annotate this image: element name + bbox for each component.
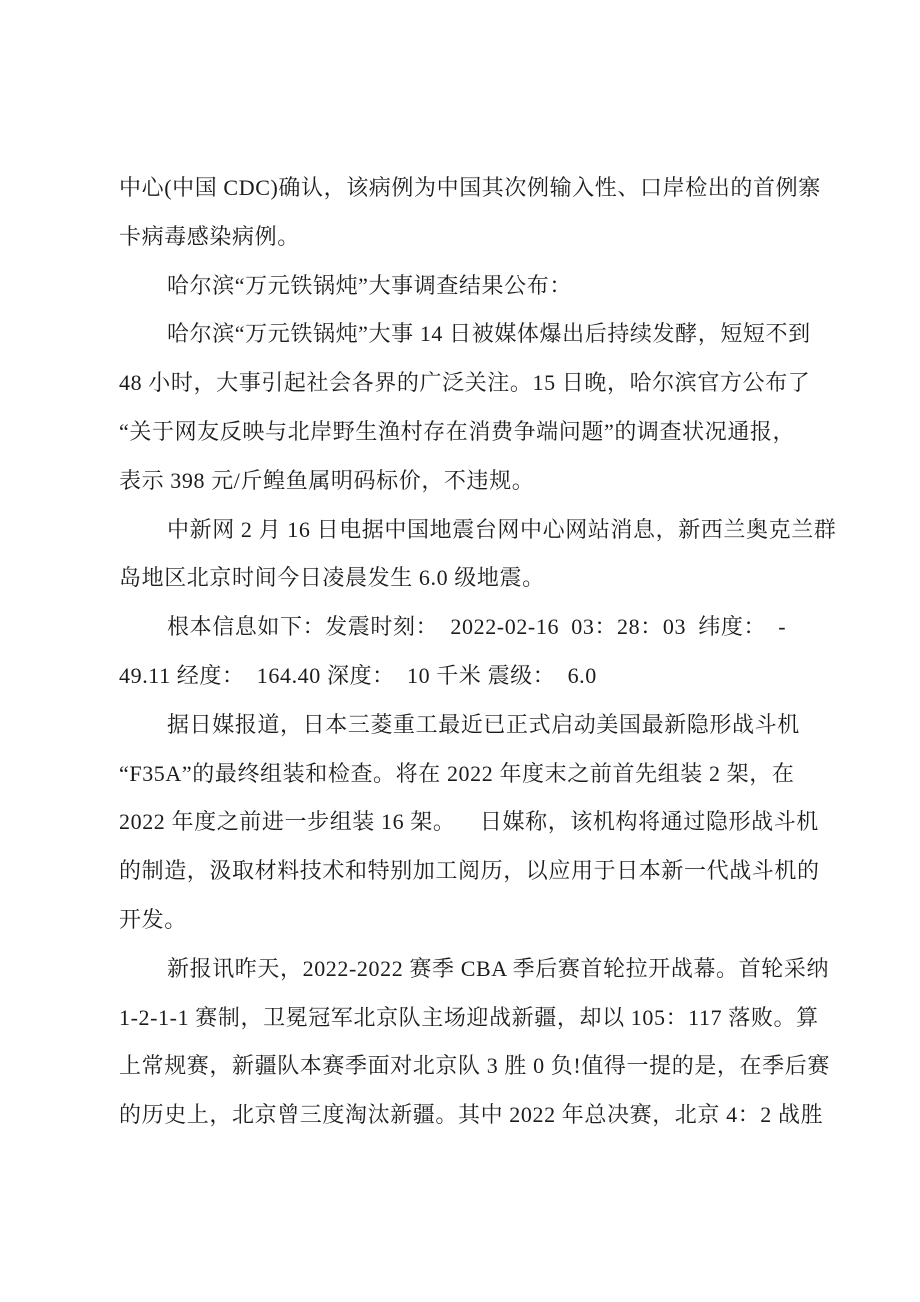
text-line: 哈尔滨“万元铁锅炖”大事 14 日被媒体爆出后持续发酵，短短不到 (167, 321, 811, 347)
text-line: “F35A”的最终组装和检查。将在 2022 年度末之前首先组装 2 架，在 (119, 760, 795, 786)
text-line: 据日媒报道，日本三菱重工最近已正式启动美国最新隐形战斗机 (167, 711, 800, 737)
text-line: 中心(中国 CDC)确认，该病例为中国其次例输入性、口岸检出的首例寨 (119, 175, 821, 200)
text-line: 中新网 2 月 16 日电据中国地震台网中心网站消息，新西兰奥克兰群 (167, 516, 837, 542)
text-line: 开发。 (119, 906, 187, 932)
text-line: 2022 年度之前进一步组装 16 架。 日媒称，该机构将通过隐形战斗机 (119, 809, 819, 835)
text-line: 49.11 经度： 164.40 深度： 10 千米 震级： 6.0 (119, 662, 597, 688)
text-line: 卡病毒感染病例。 (119, 223, 300, 249)
text-line: 上常规赛，新疆队本赛季面对北京队 3 胜 0 负!值得一提的是，在季后赛 (119, 1053, 830, 1079)
text-line: 的历史上，北京曾三度淘汰新疆。其中 2022 年总决赛，北京 4：2 战胜 (119, 1102, 824, 1128)
text-line: 岛地区北京时间今日凌晨发生 6.0 级地震。 (119, 565, 545, 591)
text-line: 新报讯昨天，2022-2022 赛季 CBA 季后赛首轮拉开战幕。首轮采纳 (167, 955, 830, 981)
text-line: 的制造，汲取材料技术和特别加工阅历，以应用于日本新一代战斗机的 (119, 858, 820, 884)
text-line: 表示 398 元/斤鳇鱼属明码标价，不违规。 (119, 467, 535, 493)
text-line: “关于网友反映与北岸野生渔村存在消费争端问题”的调查状况通报， (119, 418, 796, 444)
text-line: 根本信息如下：发震时刻： 2022-02-16 03：28：03 纬度： - (167, 614, 787, 640)
text-content (119, 164, 837, 1140)
text-line: 48 小时，大事引起社会各界的广泛关注。15 日晚，哈尔滨官方公布了 (119, 370, 811, 396)
text-line: 1-2-1-1 赛制，卫冕冠军北京队主场迎战新疆，却以 105：117 落败。算 (119, 1004, 819, 1030)
text-line: 哈尔滨“万元铁锅炖”大事调查结果公布： (167, 272, 572, 298)
